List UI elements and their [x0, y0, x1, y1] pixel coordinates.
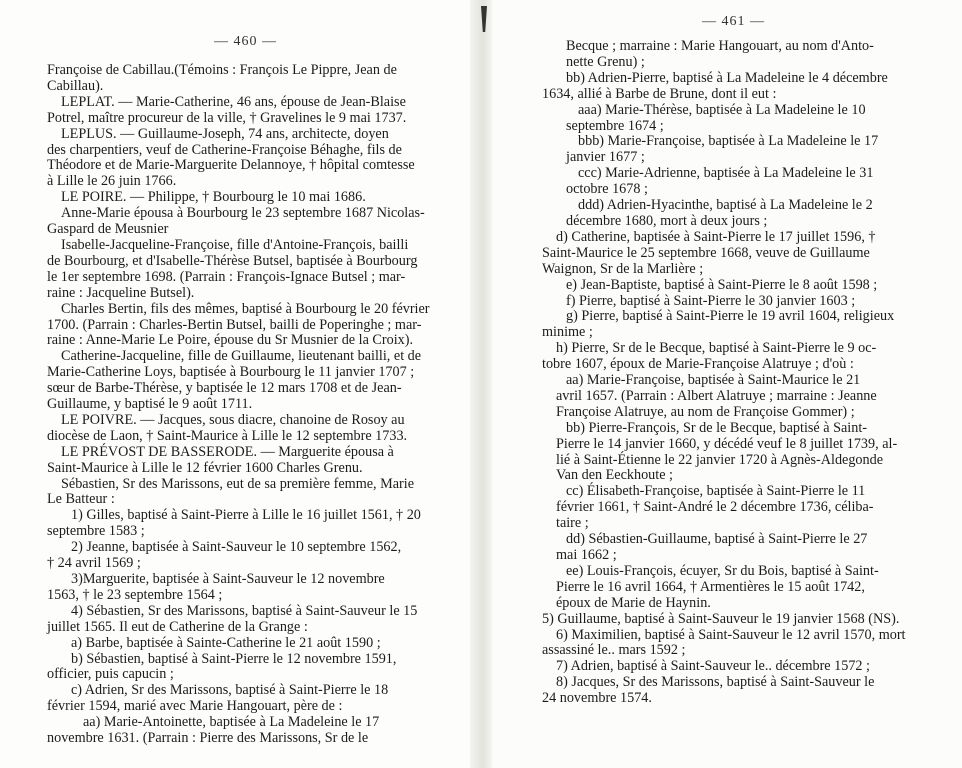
- text-line: b) Sébastien, baptisé à Saint-Pierre le 12 novembre 1591,: [71, 650, 397, 667]
- text-line: décembre 1680, mort à deux jours ;: [566, 212, 768, 229]
- text-line: Isabelle-Jacqueline-Françoise, fille d'Antoine-François, bailli: [61, 236, 409, 253]
- text-line: 6) Maximilien, baptisé à Saint-Sauveur le 12 avril 1570, mort: [556, 626, 906, 643]
- text-line: aa) Marie-Françoise, baptisée à Saint-Maurice le 21: [566, 372, 861, 389]
- right-page-number: — 461 —: [702, 14, 765, 29]
- text-line: minime ;: [542, 324, 593, 341]
- text-line: septembre 1674 ;: [566, 117, 664, 134]
- book-gutter: [470, 0, 492, 768]
- text-line: aaa) Marie-Thérèse, baptisée à La Madeleine le 10: [578, 101, 866, 118]
- text-line: 2) Jeanne, baptisée à Saint-Sauveur le 10 septembre 1562,: [71, 539, 402, 556]
- text-line: h) Pierre, Sr de le Becque, baptisé à Saint-Pierre le 9 oc-: [556, 340, 877, 357]
- text-line: nette Grenu) ;: [566, 53, 645, 70]
- text-line: février 1594, marié avec Marie Hangouart, père de :: [47, 698, 343, 715]
- text-line: ddd) Adrien-Hyacinthe, baptisé à La Madeleine le 2: [578, 197, 873, 214]
- text-line: de Bourbourg, et d'Isabelle-Thérèse Butsel, baptisée à Bourbourg: [47, 252, 418, 269]
- text-line: Cabillau).: [47, 77, 104, 94]
- text-line: novembre 1631. (Parrain : Pierre des Marissons, Sr de le: [47, 730, 369, 747]
- text-line: mai 1662 ;: [556, 547, 617, 563]
- text-line: a) Barbe, baptisée à Sainte-Catherine le 21 août 1590 ;: [71, 634, 381, 651]
- text-line: 3)Marguerite, baptisée à Saint-Sauveur le 12 novembre: [71, 571, 385, 587]
- left-page-number: — 460 —: [214, 34, 277, 49]
- text-line: 24 novembre 1574.: [542, 690, 652, 707]
- text-line: des charpentiers, veuf de Catherine-Françoise Béhaghe, fils de: [47, 141, 402, 158]
- text-line: f) Pierre, baptisé à Saint-Pierre le 30 janvier 1603 ;: [566, 292, 856, 309]
- text-line: avril 1657. (Parrain : Albert Alatruye ; marraine : Jeanne: [556, 387, 877, 404]
- text-line: octobre 1678 ;: [566, 181, 648, 198]
- text-line: Charles Bertin, fils des mêmes, baptisé à Bourbourg le 20 février: [61, 300, 430, 317]
- text-line: aa) Marie-Antoinette, baptisée à La Madeleine le 17: [83, 714, 380, 731]
- text-line: dd) Sébastien-Guillaume, baptisé à Saint-Pierre le 27: [566, 531, 868, 548]
- left-page-text: [47, 63, 435, 747]
- text-line: Sébastien, Sr des Marissons, eut de sa première femme, Marie: [61, 475, 415, 492]
- text-line: e) Jean-Baptiste, baptisé à Saint-Pierre le 8 août 1598 ;: [566, 276, 878, 293]
- text-line: diocèse de Laon, † Saint-Maurice à Lille le 12 septembre 1733.: [47, 427, 408, 444]
- left-page: [0, 0, 470, 768]
- text-line: d) Catherine, baptisée à Saint-Pierre le 17 juillet 1596, †: [556, 228, 876, 245]
- text-line: 1563, † le 23 septembre 1564 ;: [47, 586, 223, 603]
- text-line: assassiné le.. mars 1592 ;: [542, 642, 686, 659]
- text-line: Marie-Catherine Loys, baptisée à Bourbourg le 11 janvier 1707 ;: [47, 364, 415, 381]
- text-line: 7) Adrien, baptisé à Saint-Sauveur le.. décembre 1572 ;: [556, 658, 871, 675]
- text-line: ee) Louis-François, écuyer, Sr du Bois, baptisé à Saint-: [566, 562, 879, 579]
- text-line: raine : Jacqueline Butsel).: [47, 284, 195, 301]
- text-line: janvier 1677 ;: [566, 149, 645, 166]
- text-line: tobre 1607, époux de Marie-Françoise Alatruye ; d'où :: [542, 356, 854, 373]
- text-line: raine : Anne-Marie Le Poire, épouse du Sr Musnier de la Croix).: [47, 332, 414, 349]
- text-line: Anne-Marie épousa à Bourbourg le 23 septembre 1687 Nicolas-: [61, 205, 425, 222]
- text-line: LE POIRE. — Philippe, † Bourbourg le 10 mai 1686.: [61, 189, 366, 206]
- text-line: ccc) Marie-Adrienne, baptisée à La Madeleine le 31: [578, 165, 874, 182]
- text-line: Théodore et de Marie-Marguerite Delannoye, † hôpital comtesse: [47, 157, 415, 174]
- text-line: taire ;: [556, 515, 589, 532]
- text-line: Pierre le 14 janvier 1660, y décédé veuf le 8 juillet 1739, al-: [556, 435, 898, 452]
- text-line: Becque ; marraine : Marie Hangouart, au nom d'Anto-: [566, 38, 874, 54]
- text-line: g) Pierre, baptisé à Saint-Pierre le 19 avril 1604, religieux: [566, 308, 895, 325]
- text-line: Saint-Maurice à Lille le 12 février 1600 Charles Grenu.: [47, 459, 363, 476]
- text-line: 5) Guillaume, baptisé à Saint-Sauveur le 19 janvier 1568 (NS).: [542, 610, 900, 627]
- text-line: sœur de Barbe-Thérèse, y baptisée le 12 mars 1708 et de Jean-: [47, 380, 402, 397]
- text-line: Le Batteur :: [47, 491, 115, 508]
- right-page-text: [542, 39, 933, 707]
- text-line: Guillaume, y baptisé le 9 août 1711.: [47, 396, 253, 413]
- text-line: juillet 1565. Il eut de Catherine de la Grange :: [47, 618, 308, 635]
- text-line: LE PRÉVOST DE BASSERODE. — Marguerite épousa à: [61, 443, 394, 460]
- text-line: le 1er septembre 1698. (Parrain : François-Ignace Butsel ; mar-: [47, 268, 406, 285]
- text-line: 1700. (Parrain : Charles-Bertin Butsel, bailli de Poperinghe ; mar-: [47, 316, 422, 333]
- text-line: Pierre le 16 avril 1664, † Armentières le 15 août 1742,: [556, 578, 865, 595]
- text-line: bb) Adrien-Pierre, baptisé à La Madeleine le 4 décembre: [566, 69, 888, 86]
- text-line: c) Adrien, Sr des Marissons, baptisé à Saint-Pierre le 18: [71, 682, 389, 699]
- text-line: Gaspard de Meusnier: [47, 221, 169, 238]
- text-line: bb) Pierre-François, Sr de le Becque, baptisé à Saint-: [566, 419, 867, 436]
- text-line: époux de Marie de Haynin.: [556, 594, 711, 611]
- text-line: février 1661, † Saint-André le 2 décembre 1736, céliba-: [556, 499, 874, 516]
- text-line: à Lille le 26 juin 1766.: [47, 173, 177, 190]
- text-line: LEPLAT. — Marie-Catherine, 46 ans, épouse de Jean-Blaise: [61, 93, 406, 110]
- right-page: [492, 0, 962, 768]
- text-line: Françoise de Cabillau.(Témoins : François Le Pippre, Jean de: [47, 62, 397, 78]
- text-line: bbb) Marie-Françoise, baptisée à La Madeleine le 17: [578, 133, 879, 150]
- text-line: Françoise Alatruye, au nom de Françoise Gommer) ;: [556, 403, 855, 420]
- text-line: LEPLUS. — Guillaume-Joseph, 74 ans, architecte, doyen: [61, 125, 389, 142]
- text-line: lié à Saint-Étienne le 22 janvier 1720 à Agnès-Aldegonde: [556, 451, 884, 468]
- text-line: septembre 1583 ;: [47, 523, 145, 540]
- text-line: Potrel, maître procureur de la ville, † Gravelines le 9 mai 1737.: [47, 109, 407, 126]
- text-line: officier, puis capucin ;: [47, 666, 174, 683]
- text-line: cc) Élisabeth-Françoise, baptisée à Saint-Pierre le 11: [566, 483, 866, 500]
- text-line: Waignon, Sr de la Marlière ;: [542, 260, 704, 277]
- text-line: Saint-Maurice le 25 septembre 1668, veuve de Guillaume: [542, 244, 870, 261]
- text-line: 8) Jacques, Sr des Marissons, baptisé à Saint-Sauveur le: [556, 674, 875, 691]
- text-line: Van den Eeckhoute ;: [556, 467, 674, 484]
- text-line: 1634, allié à Barbe de Brune, dont il eut :: [542, 85, 777, 102]
- text-line: Catherine-Jacqueline, fille de Guillaume, lieutenant bailli, et de: [61, 348, 422, 365]
- text-line: LE POIVRE. — Jacques, sous diacre, chanoine de Rosoy au: [61, 411, 405, 428]
- text-line: † 24 avril 1569 ;: [47, 555, 141, 572]
- text-line: 4) Sébastien, Sr des Marissons, baptisé à Saint-Sauveur le 15: [71, 602, 418, 619]
- text-line: 1) Gilles, baptisé à Saint-Pierre à Lille le 16 juillet 1561, † 20: [71, 507, 421, 524]
